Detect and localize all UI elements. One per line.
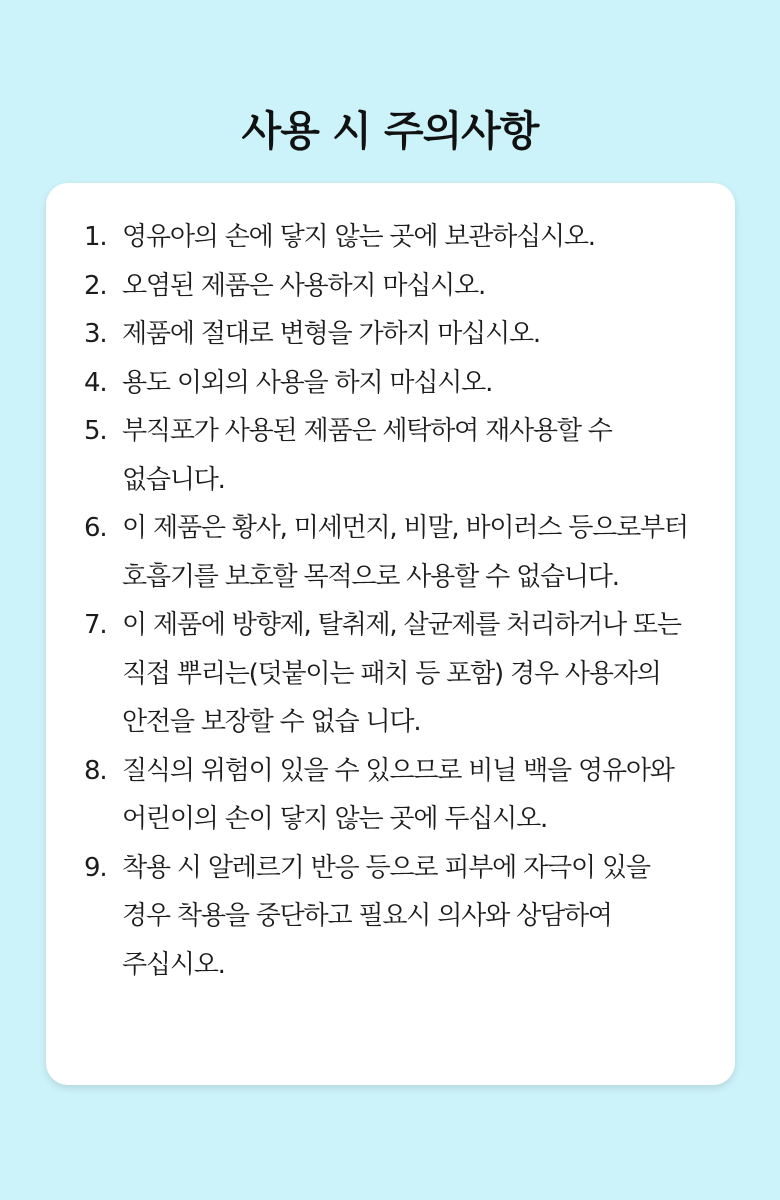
item-text: 오염된 제품은 사용하지 마십시오. <box>122 270 486 301</box>
list-item <box>84 310 695 359</box>
item-text: 제품에 절대로 변형을 가하지 마십시오. <box>122 319 540 349</box>
list-item <box>84 407 695 504</box>
item-text: 부직포가 사용된 제품은 세탁하여 재사용할 수 없습니다. <box>122 416 612 495</box>
item-text: 이 제품은 황사, 미세먼지, 비말, 바이러스 등으로부터 호흡기를 보호할 목적으로 사용할 수 없습니다. <box>122 513 688 592</box>
item-number: 3. <box>84 319 107 349</box>
item-number: 8. <box>84 755 107 786</box>
list-item <box>84 601 695 747</box>
item-number: 5. <box>84 416 107 446</box>
list-item <box>84 747 695 844</box>
item-number: 6. <box>84 513 107 543</box>
item-number: 2. <box>84 270 107 301</box>
list-item <box>84 262 695 311</box>
item-text: 이 제품에 방향제, 탈취제, 살균제를 처리하거나 또는 직접 뿌리는(덧붙이는 패치 등 포함) 경우 사용자의 안전을 보장할 수 없습 니다. <box>122 610 681 737</box>
item-text: 착용 시 알레르기 반응 등으로 피부에 자극이 있을 경우 착용을 중단하고 필요시 의사와 상담하여 주십시오. <box>122 852 650 980</box>
item-text: 질식의 위험이 있을 수 있으므로 비닐 백을 영유아와 어린이의 손이 닿지 않는 곳에 두십시오. <box>122 755 674 834</box>
item-text: 영유아의 손에 닿지 않는 곳에 보관하십시오. <box>122 222 595 252</box>
page-title: 사용 시 주의사항 <box>241 107 539 155</box>
item-number: 4. <box>84 367 107 398</box>
caution-list <box>84 213 695 989</box>
list-item <box>84 359 695 408</box>
item-number: 7. <box>84 610 107 640</box>
item-number: 9. <box>84 852 107 883</box>
item-text: 용도 이외의 사용을 하지 마십시오. <box>122 367 493 398</box>
item-number: 1. <box>84 222 107 252</box>
caution-card <box>46 183 735 1085</box>
list-item <box>84 844 695 990</box>
list-item <box>84 213 695 262</box>
list-item <box>84 504 695 601</box>
